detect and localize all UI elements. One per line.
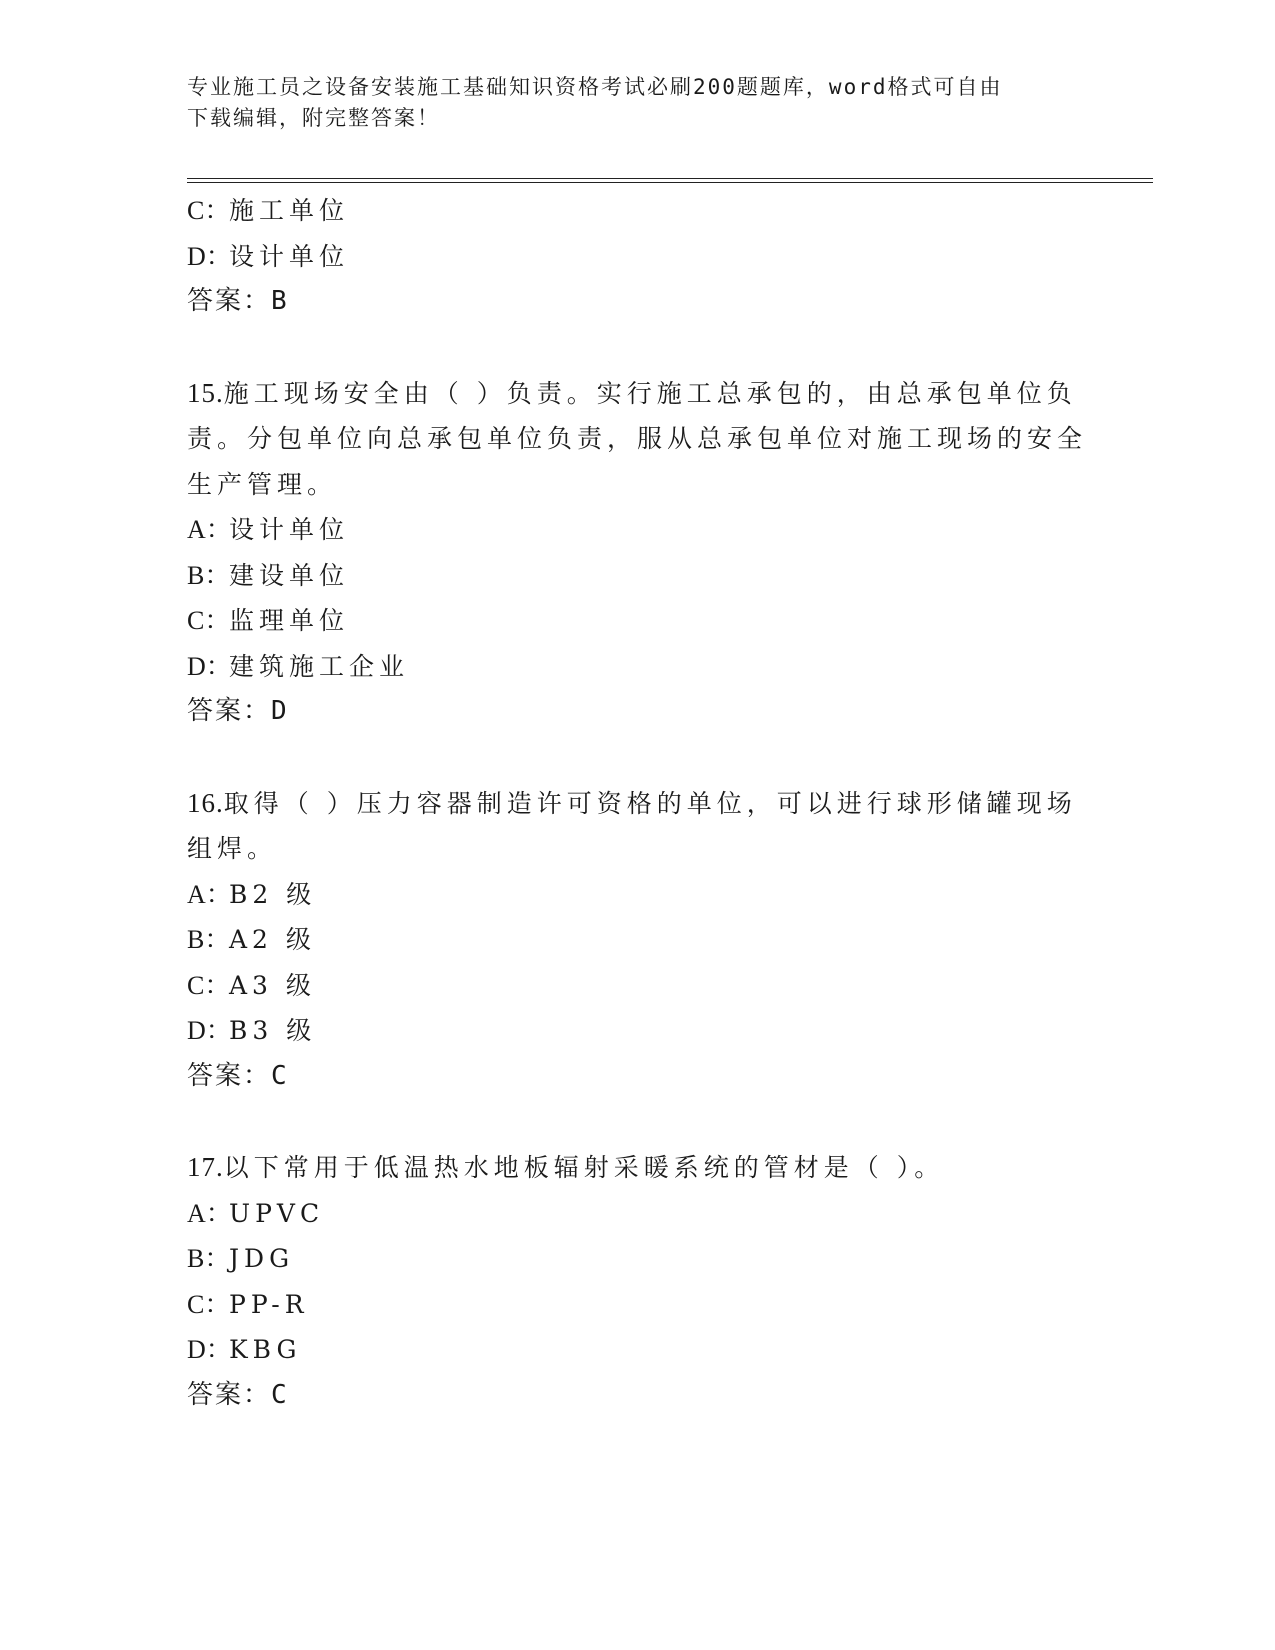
option-letter: B： [187,560,231,590]
answer-label: 答案： [187,1060,272,1091]
option-text: UPVC [229,1198,325,1228]
option-d [187,234,1087,280]
question-15 [187,371,1087,735]
header-divider-top [187,178,1153,179]
option-letter: C： [187,196,231,225]
question-stem-line: 组焊。 [187,834,278,863]
header-line-1: 专业施工员之设备安装施工基础知识资格考试必刷200题题库，word格式可自由 [187,75,1003,99]
document-header [187,72,1067,134]
option-letter: C： [187,606,231,635]
header-divider-bottom [187,182,1153,183]
option-text: B3 级 [229,1016,317,1045]
option-d [187,1008,1087,1054]
option-text: 施工单位 [229,196,350,225]
option-letter: A： [187,879,232,909]
option-letter: D： [187,241,232,271]
question-number: 17. [187,1152,224,1182]
answer-value: D [271,696,289,726]
option-a [187,872,1087,918]
option-letter: C： [187,1289,231,1319]
option-text: 设计单位 [229,515,350,544]
answer-line [187,1373,1087,1419]
option-text: JDG [229,1244,295,1273]
option-d [187,644,1087,690]
option-letter: D： [187,651,232,681]
option-c [187,188,1087,234]
option-text: B2 级 [229,879,317,909]
header-line-2: 下载编辑，附完整答案！ [187,106,440,130]
option-letter: B： [187,1244,231,1273]
option-text: PP-R [229,1289,309,1319]
option-a [187,1191,1087,1237]
question-16 [187,781,1087,1100]
option-b [187,1236,1087,1282]
question-14-continued [187,188,1087,325]
option-letter: A： [187,1198,232,1228]
question-number: 15. [187,377,224,408]
option-d [187,1327,1087,1373]
question-stem-line [187,781,1087,827]
question-text: 以下常用于低温热水地板辐射采暖系统的管材是（ ）。 [223,1153,945,1182]
option-text: 建设单位 [229,560,350,590]
answer-value: B [271,286,289,316]
answer-line [187,279,1087,325]
option-a [187,507,1087,553]
question-stem-line [187,1145,1087,1191]
answer-label: 答案： [187,696,272,726]
question-stem-line [187,371,1087,417]
option-c [187,598,1087,644]
question-number: 16. [187,787,224,818]
question-stem-line: 生产管理。 [187,469,338,499]
option-letter: C： [187,970,231,1000]
option-b [187,553,1087,599]
option-text: 建筑施工企业 [229,651,410,681]
question-list [187,188,1087,1418]
answer-label: 答案： [187,1379,272,1410]
answer-value: C [271,1379,289,1410]
answer-value: C [271,1060,289,1091]
option-letter: B： [187,925,231,954]
answer-line [187,689,1087,735]
option-text: A2 级 [229,925,316,954]
option-c [187,1282,1087,1328]
answer-line [187,1054,1087,1100]
option-letter: A： [187,515,232,544]
option-text: A3 级 [229,970,316,1000]
option-c [187,963,1087,1009]
option-text: 设计单位 [229,241,350,271]
question-stem-line: 责。分包单位向总承包单位负责，服从总承包单位对施工现场的安全 [187,424,1088,453]
question-text: 取得（ ）压力容器制造许可资格的单位，可以进行球形储罐现场 [223,788,1077,818]
option-text: 监理单位 [229,606,350,635]
option-b [187,917,1087,963]
question-text: 施工现场安全由（ ）负责。实行施工总承包的，由总承包单位负 [223,378,1077,408]
question-17 [187,1145,1087,1418]
option-letter: D： [187,1335,232,1364]
answer-label: 答案： [187,286,272,316]
option-text: KBG [229,1335,302,1364]
option-letter: D： [187,1016,232,1045]
